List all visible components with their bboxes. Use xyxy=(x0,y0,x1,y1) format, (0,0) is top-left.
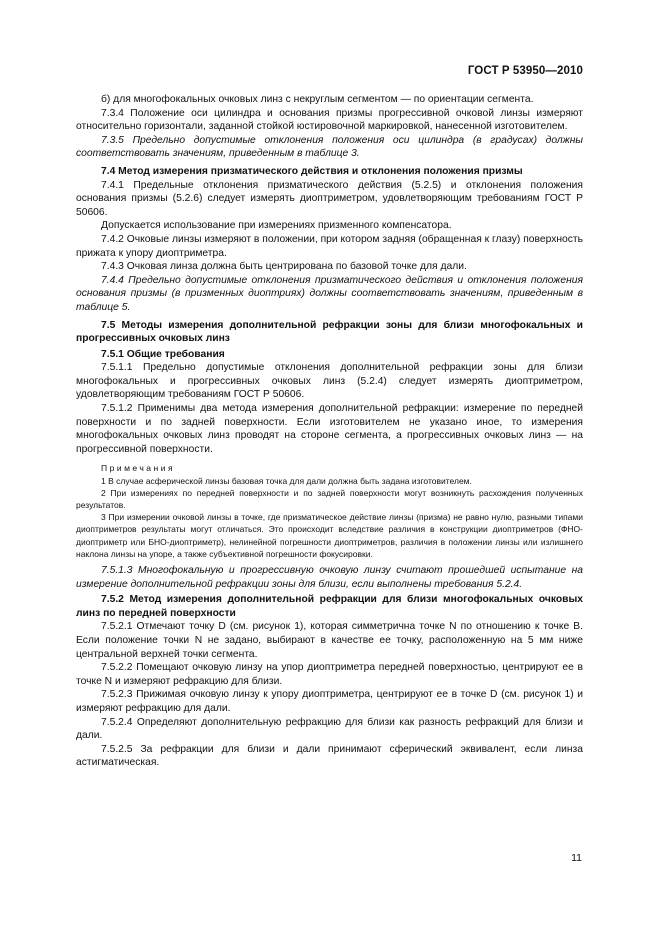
paragraph: 7.3.5 Предельно допустимые отклонения положения оси цилиндра (в градусах) должны соответствовать значениям, приведенным в таблице 3. xyxy=(76,134,583,160)
paragraph: 7.5.1.1 Предельно допустимые отклонения дополнительной рефракции зоны для близи многофокальных и прогрессивных очковых линз (5.2.4) следует измерять диоптриметром, удовлетворяющим требованиям ГОСТ Р 50606. xyxy=(76,362,583,401)
section-heading: 7.4 Метод измерения призматического действия и отклонения положения призмы xyxy=(101,165,523,177)
notes-block xyxy=(76,462,583,560)
notes-title: Примечания xyxy=(101,463,176,474)
paragraph: 7.4.3 Очковая линза должна быть центрирована по базовой точке для дали. xyxy=(101,261,467,273)
document-header: ГОСТ Р 53950—2010 xyxy=(467,65,583,77)
paragraph: 7.4.2 Очковые линзы измеряют в положении, при котором задняя (обращенная к глазу) поверхность прижата к упору диоптриметра. xyxy=(76,233,583,259)
paragraph: 7.4.4 Предельно допустимые отклонения призматического действия и отклонения положения основания призмы (в призменных диоптриях) должны соответствовать значениям, приведенным в таблице 5. xyxy=(76,274,583,313)
paragraph: 7.4.1 Предельные отклонения призматического действия (5.2.5) и отклонения положения основания призмы (5.2.6) следует измерять диоптриметром, удовлетворяющим требованиям ГОСТ Р 50606. xyxy=(76,179,583,218)
paragraph: 7.5.2.2 Помещают очковую линзу на упор диоптриметра передней поверхностью, центрируют ее в точке N и измеряют рефракцию для близи. xyxy=(76,662,583,687)
note-item: 3 При измерении очковой линзы в точке, где призматическое действие линзы (призма) не равно нулю, разными типами диоптриметров результаты могут отличаться. Это происходит вследствие различия в конструкции диоптриметров (ФНО-диоптриметр или БНО-диоптриметр), нелинейной погрешности диоптриметров, различия в положении линзы или излишнего наклона линзы на упоре, а также субъективной погрешности фокусировки. xyxy=(76,512,583,559)
paragraph: 7.5.2.1 Отмечают точку D (см. рисунок 1), которая симметрична точке N по отношению к точке B. Если положение точки N не задано, выбирают в качестве ее точку, расположенную на 5 мм ниже центральной верхней точки сегмента. xyxy=(76,621,583,660)
paragraph: 7.5.1.2 Применимы два метода измерения дополнительной рефракции: измерение по передней поверхности и по задней поверхности. Если изготовителем не указано иное, то измерения многофокальных очковых линз проводят на стороне сегмента, а прогрессивных очковых линз — на прогрессивной поверхности. xyxy=(76,403,583,455)
note-item: 1 В случае асферической линзы базовая точка для дали должна быть задана изготовителем. xyxy=(101,475,472,486)
paragraph: 7.5.1.3 Многофокальную и прогрессивную очковую линзу считают прошедшей испытание на измерение дополнительной рефракции зоны для близи, если выполнены требования 5.2.4. xyxy=(76,565,583,590)
paragraph: Допускается использование при измерениях призменного компенсатора. xyxy=(101,220,452,232)
section-heading: 7.5.2 Метод измерения дополнительной рефракции для близи многофокальных очковых линз по передней поверхности xyxy=(76,594,583,619)
page-number: 11 xyxy=(571,852,582,864)
subsection-heading: 7.5.1 Общие требования xyxy=(101,348,225,360)
paragraph: 7.5.2.5 За рефракции для близи и дали принимают сферический эквивалент, если линза астигматическая. xyxy=(76,743,583,769)
note-item: 2 При измерениях по передней поверхности и по задней поверхности могут возникнуть расхождения полученных результатов. xyxy=(76,487,583,511)
paragraph: 7.5.2.3 Прижимая очковую линзу к упору диоптриметра, центрируют ее в точке D (см. рисунок 1) и измеряют рефракцию для дали. xyxy=(76,689,583,714)
document-body xyxy=(76,93,583,770)
paragraph: б) для многофокальных очковых линз с некруглым сегментом — по ориентации сегмента. xyxy=(101,94,534,105)
paragraph: 7.3.4 Положение оси цилиндра и основания призмы прогрессивной очковой линзы измеряют относительно горизонтали, заданной стойкой юстировочной маркировкой, нанесенной изготовителем. xyxy=(76,107,583,133)
section-heading: 7.5 Методы измерения дополнительной рефракции зоны для близи многофокальных и прогрессивных очковых линз xyxy=(76,319,583,345)
paragraph: 7.5.2.4 Определяют дополнительную рефракцию для близи как разность рефракций для близи и дали. xyxy=(76,716,583,742)
